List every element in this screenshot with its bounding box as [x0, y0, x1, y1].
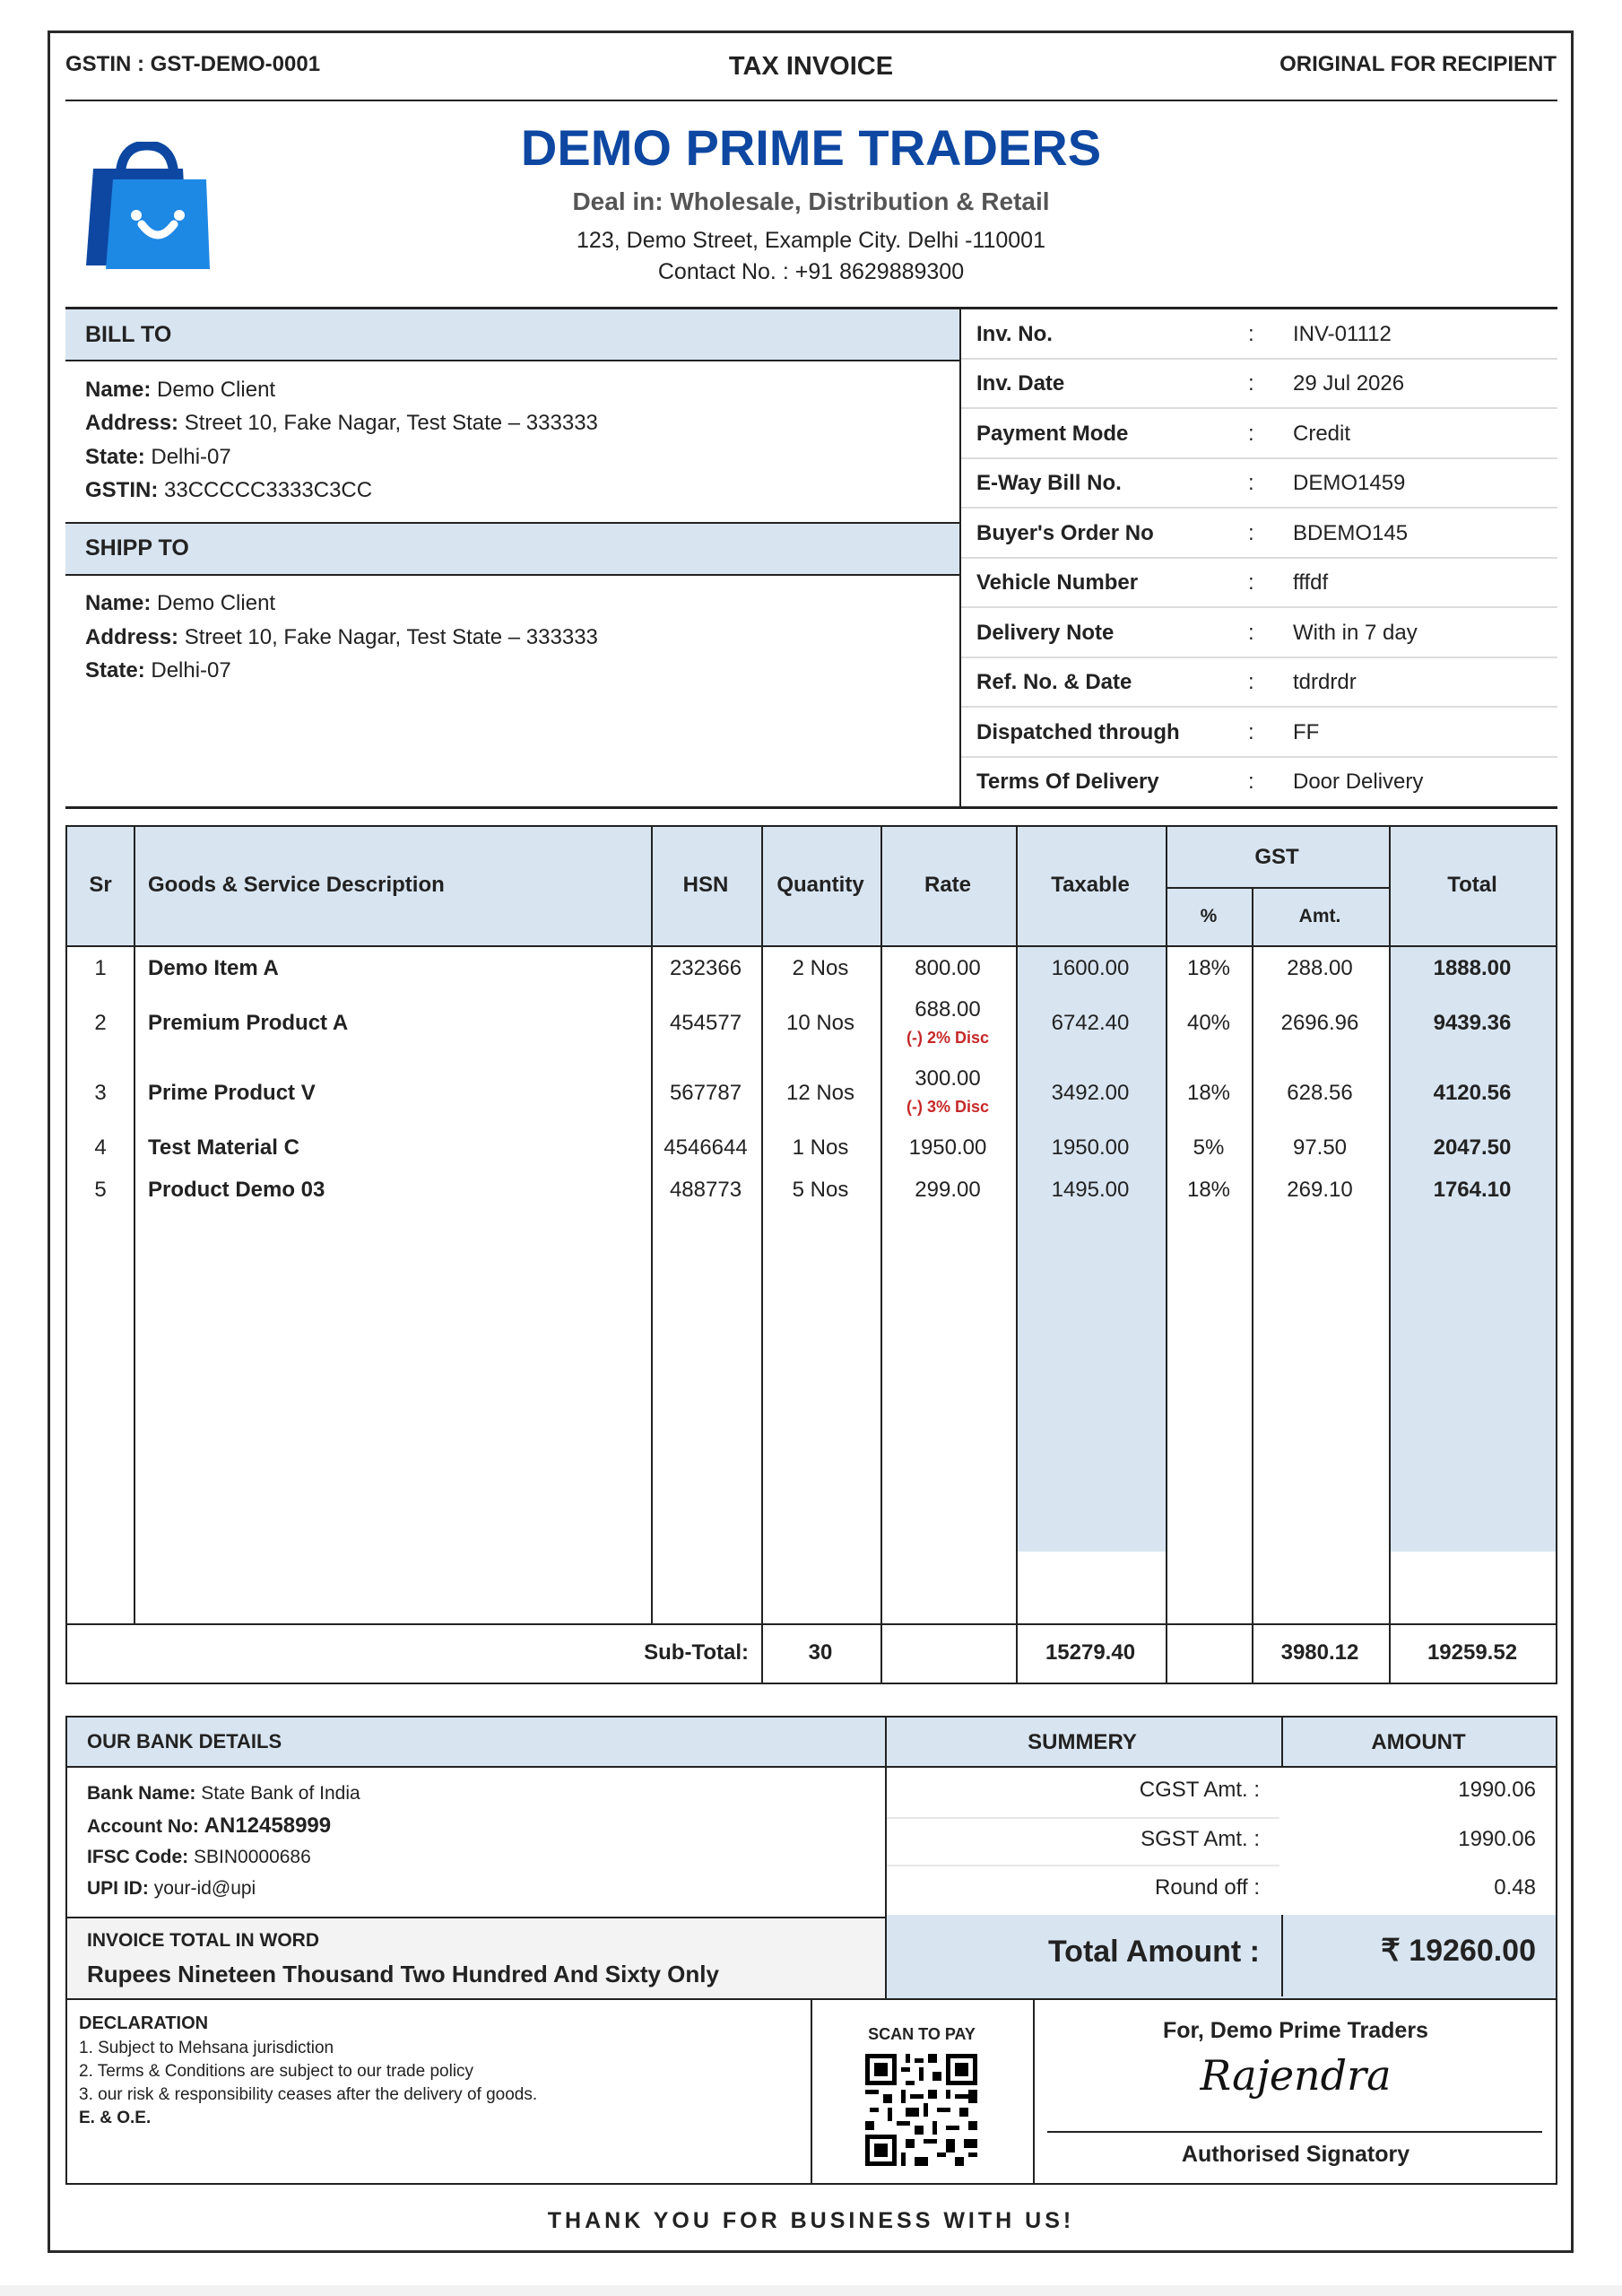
divider: [961, 358, 1557, 360]
cell-sr: 2: [94, 1011, 107, 1035]
cell-gst-amount: 2696.96: [1280, 1011, 1359, 1035]
signature-for: For, Demo Prime Traders: [1163, 2018, 1428, 2043]
col-rate: Rate: [924, 873, 972, 897]
cell-sr: 4: [94, 1135, 107, 1160]
info-key-inv-no: Inv. No.: [976, 322, 1053, 346]
bill-to-address: [85, 411, 598, 436]
info-val-payment-mode: Credit: [1293, 422, 1351, 446]
label: State:: [85, 445, 145, 469]
info-val-vehicle: fffdf: [1293, 570, 1329, 595]
divider: [1166, 887, 1390, 889]
value: Street 10, Fake Nagar, Test State – 333333: [184, 625, 598, 649]
cgst-label: CGST Amt. :: [1139, 1778, 1260, 1802]
divider: [961, 457, 1557, 459]
value: Demo Client: [157, 378, 276, 402]
cell-gst-amount: 288.00: [1287, 956, 1353, 980]
cell-description: Demo Item A: [148, 956, 279, 980]
declaration-line: 2. Terms & Conditions are subject to our trade policy: [79, 2062, 474, 2081]
sgst-label: SGST Amt. :: [1141, 1827, 1260, 1851]
cell-rate: 300.00: [915, 1066, 981, 1091]
value: State Bank of India: [201, 1783, 360, 1804]
cell-gst-amount: 628.56: [1287, 1081, 1353, 1105]
info-key-vehicle: Vehicle Number: [976, 570, 1139, 595]
declaration-heading: DECLARATION: [79, 2013, 209, 2033]
col-taxable: Taxable: [1051, 873, 1130, 897]
cell-description: Prime Product V: [148, 1081, 316, 1105]
declaration-line: 3. our risk & responsibility ceases after the delivery of goods.: [79, 2085, 538, 2104]
label: Address:: [85, 411, 179, 435]
cell-hsn: 488773: [669, 1178, 742, 1202]
cell-taxable: 1600.00: [1051, 956, 1130, 980]
bank-heading: OUR BANK DETAILS: [87, 1730, 282, 1752]
items-table: [65, 825, 1557, 1684]
info-val-buyer-order: BDEMO145: [1293, 521, 1409, 545]
value: AN12458999: [204, 1813, 332, 1838]
cell-rate: 688.00: [915, 997, 981, 1022]
colon: :: [1248, 322, 1254, 346]
divider: [65, 806, 1557, 809]
divider: [961, 507, 1557, 509]
cell-description: Test Material C: [148, 1135, 299, 1160]
info-key-buyer-order: Buyer's Order No: [976, 521, 1154, 545]
thank-you-footer: THANK YOU FOR BUSINESS WITH US!: [547, 2208, 1075, 2233]
colon: :: [1248, 770, 1254, 794]
col-sr: Sr: [89, 873, 112, 897]
divider: [961, 657, 1557, 658]
subtotal-taxable: 15279.40: [1045, 1640, 1136, 1665]
label: GSTIN:: [85, 478, 159, 502]
info-val-ref-no: tdrdrdr: [1293, 670, 1357, 694]
cell-quantity: 5 Nos: [792, 1178, 849, 1202]
divider: [67, 1623, 1556, 1625]
value: Demo Client: [157, 591, 276, 615]
gstin-text: GSTIN : GST-DEMO-0001: [65, 52, 321, 76]
info-val-inv-no: INV-01112: [1293, 322, 1392, 346]
info-key-ref-no: Ref. No. & Date: [976, 670, 1132, 694]
subtotal-label: Sub-Total:: [644, 1640, 749, 1665]
cell-sr: 5: [94, 1178, 107, 1202]
account-number: [87, 1813, 331, 1839]
info-key-eway-bill: E-Way Bill No.: [976, 471, 1122, 495]
cell-total: 1888.00: [1433, 956, 1512, 980]
cell-taxable: 1495.00: [1051, 1178, 1130, 1202]
cell-taxable: 1950.00: [1051, 1135, 1130, 1160]
colon: :: [1248, 471, 1254, 495]
value: Street 10, Fake Nagar, Test State – 333333: [184, 411, 598, 435]
cell-total: 2047.50: [1433, 1135, 1512, 1160]
in-words-text: Rupees Nineteen Thousand Two Hundred And Sixty Only: [87, 1961, 719, 1987]
qr-code-icon[interactable]: [865, 2054, 977, 2166]
info-val-terms: Door Delivery: [1293, 770, 1424, 794]
signature-line: [1047, 2131, 1542, 2133]
eoe-text: E. & O.E.: [79, 2109, 152, 2127]
colon: :: [1248, 621, 1254, 645]
cell-total: 9439.36: [1433, 1011, 1512, 1035]
col-hsn: HSN: [682, 873, 729, 897]
cell-taxable: 6742.40: [1051, 1011, 1130, 1035]
amount-heading: AMOUNT: [1371, 1730, 1466, 1754]
col-quantity: Quantity: [776, 873, 864, 897]
signature-image: Rajendra: [1200, 2051, 1392, 2100]
discount-label: (-) 2% Disc: [906, 1029, 990, 1047]
cell-description: Product Demo 03: [148, 1178, 325, 1202]
info-key-dispatched: Dispatched through: [976, 720, 1180, 744]
label: Name:: [85, 591, 152, 615]
label: Name:: [85, 378, 152, 402]
round-off-value: 0.48: [1494, 1875, 1536, 1900]
value: Delhi-07: [151, 445, 231, 469]
divider: [887, 1865, 1279, 1866]
cell-gst-percent: 18%: [1186, 956, 1231, 980]
info-val-eway-bill: DEMO1459: [1293, 471, 1406, 495]
bill-to-heading: BILL TO: [85, 322, 172, 347]
colon: :: [1248, 720, 1254, 744]
cell-hsn: 4546644: [664, 1135, 748, 1160]
round-off-label: Round off :: [1155, 1875, 1260, 1900]
ship-to-header: [65, 522, 959, 576]
value: SBIN0000686: [194, 1847, 311, 1867]
cell-total: 1764.10: [1433, 1178, 1512, 1202]
divider: [961, 407, 1557, 409]
label: IFSC Code:: [87, 1847, 189, 1867]
ship-to-state: [85, 658, 231, 683]
label: Bank Name:: [87, 1783, 196, 1804]
subtotal-quantity: 30: [808, 1640, 833, 1665]
company-contact: Contact No. : +91 8629889300: [657, 259, 965, 284]
label: State:: [85, 658, 145, 683]
document-title: TAX INVOICE: [728, 52, 894, 81]
upi-id: [87, 1878, 256, 1900]
sgst-value: 1990.06: [1458, 1827, 1536, 1851]
bank-name: [87, 1783, 360, 1805]
label: Account No:: [87, 1816, 199, 1837]
cell-rate: 1950.00: [908, 1135, 987, 1160]
company-name: DEMO PRIME TRADERS: [520, 119, 1102, 176]
company-address: 123, Demo Street, Example City. Delhi -110001: [577, 228, 1045, 253]
divider: [134, 827, 135, 1623]
total-column-bg: [1390, 947, 1556, 1552]
cell-quantity: 10 Nos: [785, 1011, 855, 1035]
cgst-value: 1990.06: [1458, 1778, 1536, 1802]
cell-rate: 800.00: [915, 956, 981, 980]
company-tagline: Deal in: Wholesale, Distribution & Retail: [572, 187, 1050, 215]
info-key-inv-date: Inv. Date: [976, 371, 1065, 396]
declaration-line: 1. Subject to Mehsana jurisdiction: [79, 2039, 334, 2057]
info-key-delivery-note: Delivery Note: [976, 621, 1115, 645]
cell-rate: 299.00: [915, 1178, 981, 1202]
in-words-heading: INVOICE TOTAL IN WORD: [87, 1930, 320, 1951]
cell-quantity: 2 Nos: [792, 956, 849, 980]
cell-sr: 1: [94, 956, 107, 980]
info-key-payment-mode: Payment Mode: [976, 422, 1129, 446]
cell-hsn: 454577: [669, 1011, 742, 1035]
value: Delhi-07: [151, 658, 231, 683]
colon: :: [1248, 422, 1254, 446]
cell-hsn: 567787: [669, 1081, 742, 1105]
cell-hsn: 232366: [669, 956, 742, 980]
bill-to-header: [65, 309, 959, 361]
discount-label: (-) 3% Disc: [906, 1098, 990, 1116]
col-gst-amount: Amt.: [1298, 906, 1341, 926]
authorised-signatory: Authorised Signatory: [1181, 2142, 1410, 2167]
divider: [961, 557, 1557, 559]
divider: [959, 309, 961, 808]
info-val-delivery-note: With in 7 day: [1293, 621, 1418, 645]
divider: [961, 706, 1557, 708]
divider: [961, 606, 1557, 608]
cell-gst-amount: 97.50: [1292, 1135, 1348, 1160]
cell-sr: 3: [94, 1081, 107, 1105]
summary-heading: SUMMERY: [1028, 1730, 1137, 1754]
total-amount-label: Total Amount :: [1047, 1935, 1260, 1969]
colon: :: [1248, 570, 1254, 595]
col-total: Total: [1447, 873, 1497, 897]
copy-label: ORIGINAL FOR RECIPIENT: [1279, 52, 1557, 76]
colon: :: [1248, 670, 1254, 694]
total-amount-value: ₹ 19260.00: [1381, 1934, 1536, 1968]
divider: [67, 945, 1556, 947]
cell-gst-percent: 18%: [1186, 1081, 1231, 1105]
info-val-dispatched: FF: [1293, 720, 1320, 744]
cell-gst-amount: 269.10: [1287, 1178, 1353, 1202]
divider: [65, 100, 1557, 101]
subtotal-gst-amount: 3980.12: [1280, 1640, 1359, 1665]
cell-quantity: 12 Nos: [785, 1081, 855, 1105]
divider: [887, 1817, 1279, 1819]
cell-taxable: 3492.00: [1051, 1081, 1130, 1105]
colon: :: [1248, 371, 1254, 396]
cell-gst-percent: 40%: [1186, 1011, 1231, 1035]
cell-gst-percent: 5%: [1193, 1135, 1225, 1160]
value: 33CCCCC3333C3CC: [164, 478, 373, 502]
ship-to-address: [85, 625, 598, 650]
ship-to-heading: SHIPP TO: [85, 535, 189, 561]
divider: [651, 827, 653, 1623]
label: Address:: [85, 625, 179, 649]
label: UPI ID:: [87, 1878, 149, 1899]
col-gst-percent: %: [1200, 906, 1218, 926]
info-key-terms: Terms Of Delivery: [976, 770, 1159, 794]
colon: :: [1248, 521, 1254, 545]
value: your-id@upi: [153, 1878, 256, 1899]
ifsc-code: [87, 1847, 311, 1868]
info-val-inv-date: 29 Jul 2026: [1293, 371, 1405, 396]
bill-to-gstin: [85, 478, 372, 503]
col-description: Goods & Service Description: [148, 873, 445, 897]
scan-to-pay-label: SCAN TO PAY: [868, 2025, 976, 2043]
taxable-column-bg: [1017, 947, 1166, 1552]
divider: [1252, 887, 1253, 1683]
bill-to-name: [85, 378, 275, 403]
bill-to-state: [85, 445, 231, 470]
subtotal-total: 19259.52: [1427, 1640, 1518, 1665]
cell-gst-percent: 18%: [1186, 1178, 1231, 1202]
cell-description: Premium Product A: [148, 1011, 349, 1035]
col-gst: GST: [1254, 845, 1299, 869]
cell-quantity: 1 Nos: [792, 1135, 849, 1160]
ship-to-name: [85, 591, 275, 616]
cell-total: 4120.56: [1433, 1081, 1512, 1105]
divider: [961, 756, 1557, 758]
